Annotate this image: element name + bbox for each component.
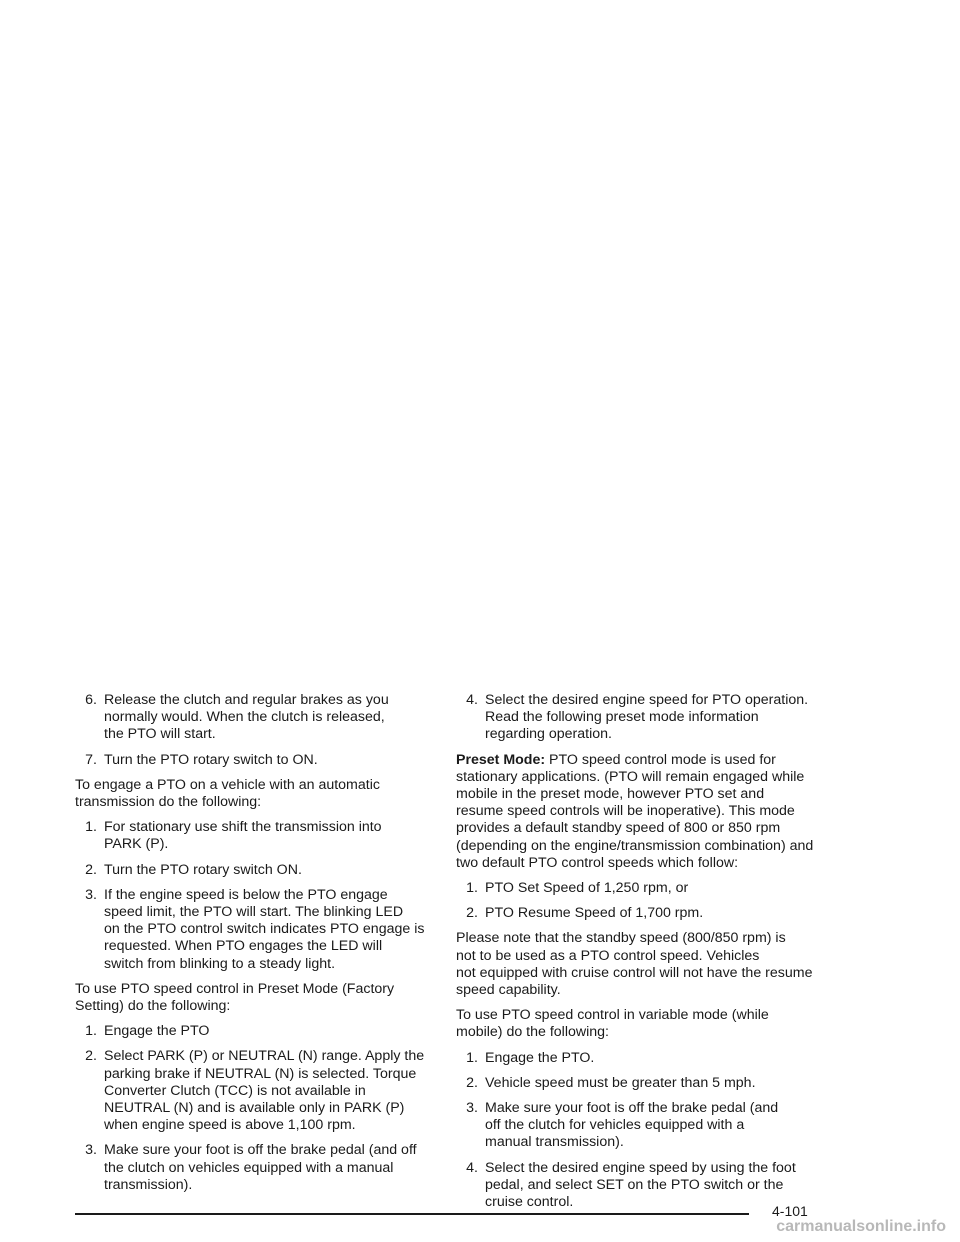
list-item-variable-4 <box>456 1160 816 1212</box>
text-line: Engage the PTO. <box>485 1049 595 1066</box>
text-line: not equipped with cruise control will not have the resume <box>456 964 813 981</box>
list-item-step-6 <box>75 692 435 744</box>
step-text <box>485 1160 816 1212</box>
text-line <box>456 752 816 769</box>
text-line: off the clutch for vehicles equipped with a <box>485 1117 745 1134</box>
step-text <box>104 819 435 853</box>
step-text <box>485 1075 816 1092</box>
text-line: mobile) do the following: <box>456 1024 609 1041</box>
text-line: (depending on the engine/transmission combination) and <box>456 837 814 854</box>
text-line: Read the following preset mode information <box>485 709 759 726</box>
text-line: cruise control. <box>485 1194 574 1211</box>
step-text <box>104 1023 435 1040</box>
right-column <box>456 692 816 1219</box>
text-line: Make sure your foot is off the brake pedal (and <box>485 1100 779 1117</box>
text-line: parking brake if NEUTRAL (N) is selected. Torque <box>104 1065 417 1082</box>
step-number: 3. <box>466 1100 478 1117</box>
step-text <box>485 692 816 744</box>
text-line: normally would. When the clutch is released, <box>104 709 385 726</box>
text-line: Select the desired engine speed for PTO operation. <box>485 692 809 708</box>
preset-intro-paragraph <box>75 981 435 1015</box>
text-line: For stationary use shift the transmission into <box>104 819 382 836</box>
step-text <box>485 1100 816 1152</box>
list-item-auto-3 <box>75 887 435 973</box>
text-line: two default PTO control speeds which follow: <box>456 854 739 871</box>
text-line: speed capability. <box>456 982 561 999</box>
step-number: 1. <box>466 1049 478 1066</box>
step-text <box>485 1050 816 1067</box>
text-line: NEUTRAL (N) and is available only in PARK (P) <box>104 1100 405 1117</box>
step-number: 1. <box>85 819 97 836</box>
text-line: If the engine speed is below the PTO engage <box>104 886 388 903</box>
step-text <box>104 692 435 744</box>
step-text <box>485 905 816 922</box>
text-line: mobile in the preset mode, however PTO set and <box>456 786 765 803</box>
preset-mode-label: Preset Mode: <box>456 751 546 768</box>
text-line: To use PTO speed control in Preset Mode (Factory <box>75 980 395 997</box>
text-line: stationary applications. (PTO will remain engaged while <box>456 768 805 785</box>
step-number: 4. <box>466 692 478 708</box>
step-text <box>104 862 435 879</box>
list-item-variable-2 <box>456 1075 816 1092</box>
text-line: transmission do the following: <box>75 794 262 811</box>
standby-note-paragraph <box>456 930 816 999</box>
list-item-auto-1 <box>75 819 435 853</box>
page-number: 4-101 <box>772 1203 808 1219</box>
text-line: Make sure your foot is off the brake pedal (and off <box>104 1142 417 1159</box>
text-line: the PTO will start. <box>104 726 216 743</box>
list-item-speed-2 <box>456 905 816 922</box>
list-item-step-4 <box>456 692 816 744</box>
step-text <box>104 1142 435 1194</box>
text-line: Converter Clutch (TCC) is not available in <box>104 1082 366 1099</box>
step-number: 2. <box>85 1048 97 1065</box>
text-line: Select PARK (P) or NEUTRAL (N) range. Apply the <box>104 1048 425 1065</box>
text-line: the clutch on vehicles equipped with a manual <box>104 1159 394 1176</box>
step-number: 1. <box>466 880 478 897</box>
step-text <box>104 887 435 973</box>
left-column <box>75 692 435 1202</box>
list-item-preset-2 <box>75 1048 435 1134</box>
text-line: To engage a PTO on a vehicle with an automatic <box>75 776 380 793</box>
footer-rule <box>75 1213 749 1215</box>
text-line: provides a default standby speed of 800 or 850 rpm <box>456 820 781 837</box>
text-line: PTO Set Speed of 1,250 rpm, or <box>485 880 689 897</box>
list-item-step-7 <box>75 752 435 769</box>
text-line: regarding operation. <box>485 726 612 743</box>
text-line: Engage the PTO <box>104 1023 210 1040</box>
text-line: Setting) do the following: <box>75 998 231 1015</box>
list-item-preset-1 <box>75 1023 435 1040</box>
text-line: when engine speed is above 1,100 rpm. <box>104 1117 356 1134</box>
step-number: 3. <box>85 886 97 903</box>
step-number: 2. <box>466 1074 478 1091</box>
list-item-speed-1 <box>456 880 816 897</box>
text-line: not to be used as a PTO control speed. Vehicles <box>456 947 760 964</box>
text-fragment: PTO speed control mode is used for <box>545 751 776 768</box>
variable-intro-paragraph <box>456 1007 816 1041</box>
step-text <box>104 1048 435 1134</box>
text-line: Turn the PTO rotary switch ON. <box>104 861 302 878</box>
text-line: PTO Resume Speed of 1,700 rpm. <box>485 905 704 922</box>
list-item-variable-3 <box>456 1100 816 1152</box>
step-number: 2. <box>466 905 478 922</box>
list-item-variable-1 <box>456 1050 816 1067</box>
text-line: switch from blinking to a steady light. <box>104 955 336 972</box>
step-number: 7. <box>85 751 97 768</box>
text-line: Turn the PTO rotary switch to ON. <box>104 751 318 768</box>
step-number: 1. <box>85 1023 97 1040</box>
step-text <box>485 880 816 897</box>
text-line: pedal, and select SET on the PTO switch or the <box>485 1176 784 1193</box>
automatic-intro-paragraph <box>75 777 435 811</box>
text-line: Please note that the standby speed (800/850 rpm) is <box>456 930 786 947</box>
text-line: Release the clutch and regular brakes as you <box>104 692 389 708</box>
text-line: speed limit, the PTO will start. The blinking LED <box>104 904 404 921</box>
text-line: Select the desired engine speed by using the foot <box>485 1159 796 1176</box>
step-text <box>104 752 435 769</box>
step-number: 4. <box>466 1159 478 1176</box>
list-item-preset-3 <box>75 1142 435 1194</box>
text-line: To use PTO speed control in variable mode (while <box>456 1007 769 1024</box>
text-line: resume speed controls will be inoperative). This mode <box>456 803 795 820</box>
text-line: requested. When PTO engages the LED will <box>104 938 383 955</box>
step-number: 2. <box>85 861 97 878</box>
text-line: on the PTO control switch indicates PTO engage is <box>104 921 425 938</box>
step-number: 3. <box>85 1142 97 1159</box>
text-line: PARK (P). <box>104 836 169 853</box>
text-line: Vehicle speed must be greater than 5 mph. <box>485 1074 756 1091</box>
list-item-auto-2 <box>75 862 435 879</box>
preset-mode-paragraph <box>456 752 816 872</box>
text-line: transmission). <box>104 1176 193 1193</box>
watermark: carmanualsonline.info <box>776 1218 946 1235</box>
text-line: manual transmission). <box>485 1134 624 1151</box>
step-number: 6. <box>85 692 97 708</box>
